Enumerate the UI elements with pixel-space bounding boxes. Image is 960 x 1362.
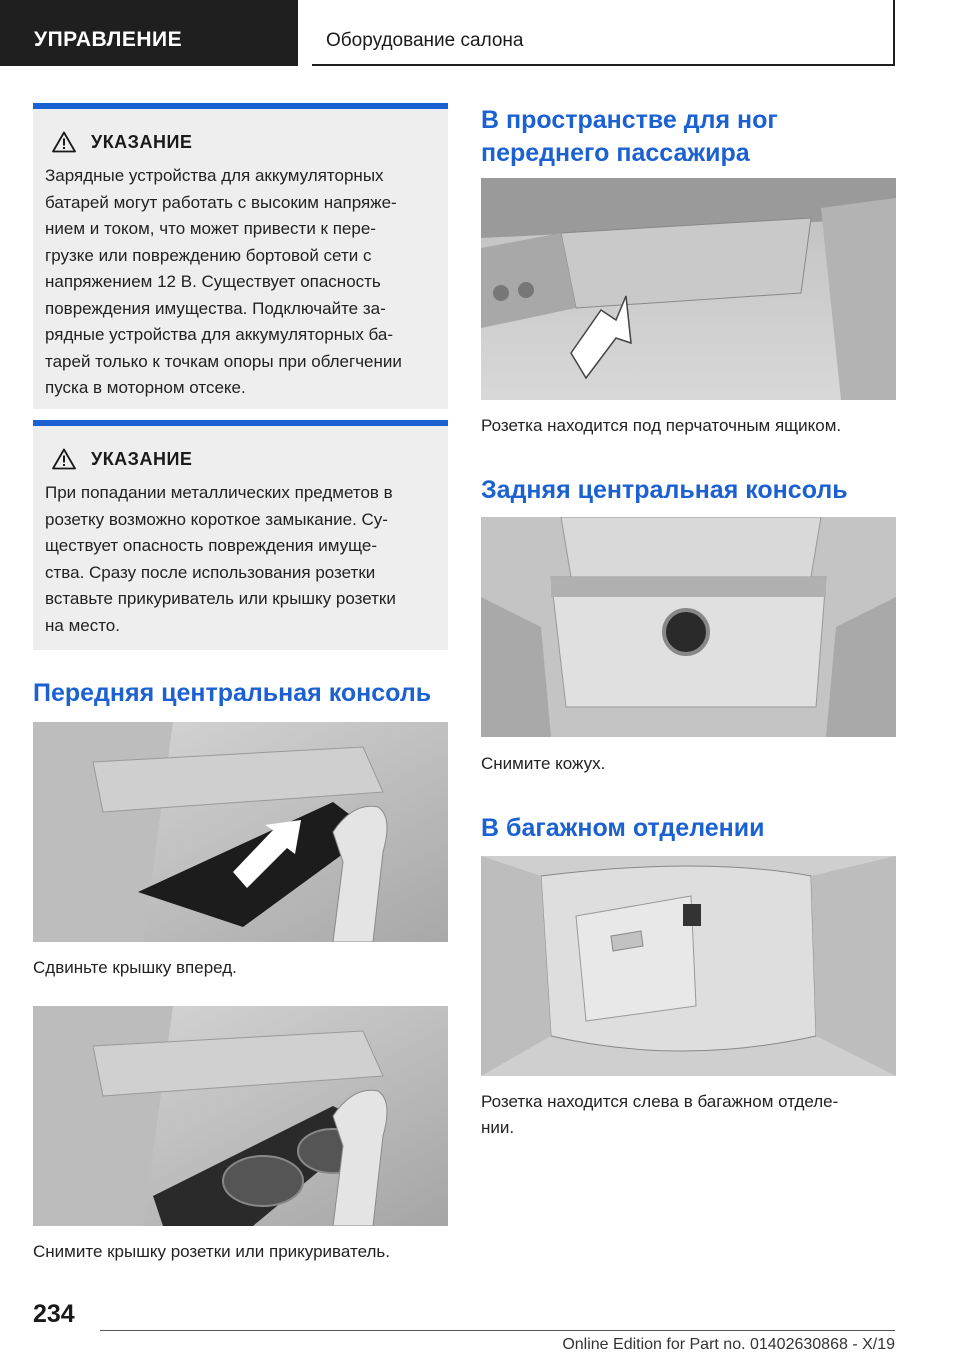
note-title: УКАЗАНИЕ — [91, 448, 193, 469]
note-line: пуска в моторном отсеке. — [45, 378, 246, 397]
warning-note-short-circuit — [33, 420, 448, 650]
warning-triangle-icon — [52, 448, 76, 470]
caption-trunk — [481, 1089, 896, 1141]
photo-front-console-socket — [33, 1006, 448, 1226]
footer-divider — [100, 1330, 895, 1331]
heading-line: переднего пассажира — [481, 139, 750, 167]
note-line: розетку возможно короткое замыкание. Су- — [45, 509, 388, 529]
photo-front-console-cover — [33, 722, 448, 942]
page-number: 234 — [33, 1300, 75, 1328]
note-line: вставьте прикуриватель или крышку розетки — [45, 589, 396, 608]
heading-front-console: Передняя центральная консоль — [33, 679, 432, 707]
warning-triangle-icon — [52, 131, 76, 153]
caption-slide-cover: Сдвиньте крышку вперед. — [33, 958, 237, 977]
note-line: грузке или повреждению бортовой сети с — [45, 245, 372, 265]
heading-footwell — [481, 104, 896, 170]
note-text — [45, 163, 438, 402]
note-line: ществует опасность повреждения имуще- — [45, 536, 377, 555]
note-header — [45, 131, 438, 153]
heading-line: В пространстве для ног — [481, 106, 778, 134]
caption-line: нии. — [481, 1118, 515, 1137]
photo-trunk — [481, 856, 896, 1076]
note-line: тарей только к точкам опоры при облегчении — [45, 351, 402, 371]
caption-line: Розетка находится слева в багажном отделе- — [481, 1092, 839, 1111]
note-line: напряжением 12 В. Существует опасность — [45, 272, 381, 291]
note-line: При попадании металлических предметов в — [45, 483, 393, 502]
note-line: повреждения имущества. Подключайте за- — [45, 298, 386, 318]
heading-trunk: В багажном отделении — [481, 814, 765, 842]
note-header — [45, 448, 438, 470]
note-line: Зарядные устройства для аккумуляторных — [45, 166, 384, 185]
note-line: нием и током, что может привести к пере- — [45, 219, 376, 238]
heading-rear-console: Задняя центральная консоль — [481, 476, 848, 504]
photo-rear-console — [481, 517, 896, 737]
caption-remove-socket-cover: Снимите крышку розетки или прикуриватель. — [33, 1242, 390, 1261]
chapter-title: Оборудование салона — [312, 0, 895, 66]
note-line: ства. Сразу после использования розетки — [45, 562, 376, 582]
note-line: на место. — [45, 615, 120, 635]
caption-footwell: Розетка находится под перчаточным ящиком. — [481, 416, 842, 435]
warning-note-charger — [33, 103, 448, 409]
section-tab: УПРАВЛЕНИЕ — [0, 0, 298, 66]
note-title: УКАЗАНИЕ — [91, 131, 193, 152]
footer-edition: Online Edition for Part no. 01402630868 - X/19 — [562, 1336, 895, 1353]
note-line: рядные устройства для аккумуляторных ба- — [45, 325, 394, 344]
note-text — [45, 480, 438, 639]
photo-footwell — [481, 178, 896, 400]
caption-rear-console: Снимите кожух. — [481, 754, 606, 773]
note-line: батарей могут работать с высоким напряже- — [45, 192, 397, 212]
